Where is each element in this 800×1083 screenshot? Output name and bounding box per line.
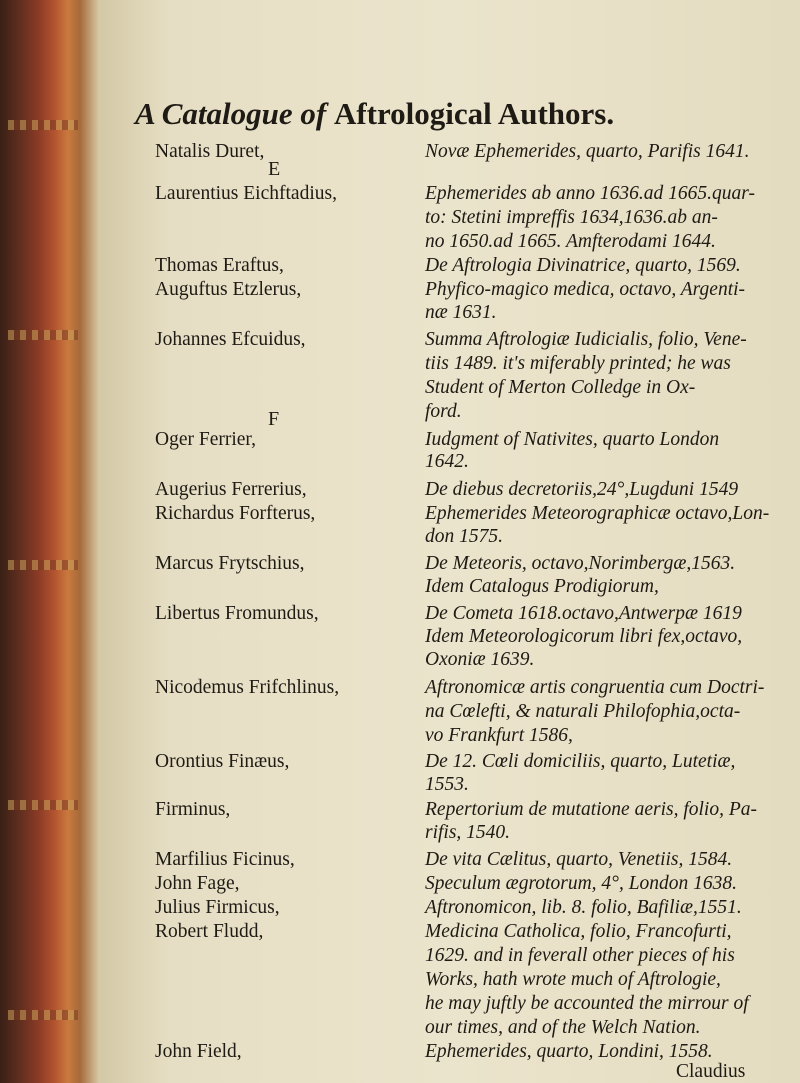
page-title — [135, 96, 755, 132]
entry-work-line: to: Stetini impreffis 1634,1636.ab an- — [425, 207, 718, 228]
entry-work-line: Idem Meteorologicorum libri fex,octavo, — [425, 626, 743, 647]
entry-work-line: Ephemerides, quarto, Londini, 1558. — [425, 1041, 713, 1062]
entry-author: Johannes Efcuidus, — [155, 329, 306, 350]
entry-author: Natalis Duret, — [155, 141, 265, 162]
entry-author: Thomas Eraftus, — [155, 255, 284, 276]
spine-ornament — [8, 560, 78, 570]
entry-work-line: Ephemerides Meteorographicæ octavo,Lon- — [425, 503, 770, 524]
entry-work-line: 1553. — [425, 774, 469, 795]
entry-work-line: tiis 1489. it's miferably printed; he was — [425, 353, 731, 374]
title-italic: A Catalogue of — [135, 96, 327, 131]
entry-author: Oger Ferrier, — [155, 429, 257, 450]
entry-author: Marcus Frytschius, — [155, 553, 305, 574]
entry-work-line: Ephemerides ab anno 1636.ad 1665.quar- — [425, 183, 755, 204]
entry-work-line: our times, and of the Welch Nation. — [425, 1017, 701, 1038]
entry-work-line: Summa Aftrologiæ Iudicialis, folio, Vene- — [425, 329, 747, 350]
entry-work-line: Iudgment of Nativites, quarto London — [425, 429, 720, 450]
entry-work-line: rifis, 1540. — [425, 822, 511, 843]
entry-work-line: næ 1631. — [425, 302, 497, 323]
section-letter-e: E — [268, 158, 281, 180]
entry-work-line: ford. — [425, 401, 462, 422]
entry-work-line: De Cometa 1618.octavo,Antwerpæ 1619 — [425, 603, 742, 624]
entry-work-line: Oxoniæ 1639. — [425, 649, 535, 670]
spine-ornament — [8, 1010, 78, 1020]
entry-work-line: De diebus decretoriis,24°,Lugduni 1549 — [425, 479, 739, 500]
entry-work-line: 1629. and in feverall other pieces of his — [425, 945, 735, 966]
entry-work-line: Repertorium de mutatione aeris, folio, Pa- — [425, 799, 757, 820]
entry-work-line: Speculum ægrotorum, 4°, London 1638. — [425, 873, 738, 894]
entry-work-line: no 1650.ad 1665. Amfterodami 1644. — [425, 231, 716, 252]
spine-ornament — [8, 120, 78, 130]
section-letter-f: F — [268, 408, 280, 430]
entry-work-line: Aftronomicon, lib. 8. folio, Bafiliæ,1551. — [425, 897, 742, 918]
entry-work-line: he may juftly be accounted the mirrour of — [425, 993, 749, 1014]
entry-author: John Field, — [155, 1041, 242, 1062]
entry-work-line: 1642. — [425, 451, 469, 472]
entry-work-line: De 12. Cœli domiciliis, quarto, Lutetiæ, — [425, 751, 736, 772]
entry-work-line: De Meteoris, octavo,Norimbergæ,1563. — [425, 553, 736, 574]
entry-author: Marfilius Ficinus, — [155, 849, 295, 870]
entry-author: Richardus Forfterus, — [155, 503, 316, 524]
entry-work-line: De vita Cælitus, quarto, Venetiis, 1584. — [425, 849, 733, 870]
title-roman: Aftrological Authors. — [333, 96, 615, 131]
catchword: Claudius — [676, 1061, 746, 1082]
entry-author: Firminus, — [155, 799, 231, 820]
entry-work-line: vo Frankfurt 1586, — [425, 725, 573, 746]
spine-ornament — [8, 330, 78, 340]
entry-work-line: Medicina Catholica, folio, Francofurti, — [425, 921, 732, 942]
entry-work-line: De Aftrologia Divinatrice, quarto, 1569. — [425, 255, 741, 276]
entry-author: Laurentius Eichftadius, — [155, 183, 337, 204]
entry-author: Libertus Fromundus, — [155, 603, 319, 624]
entry-author: John Fage, — [155, 873, 240, 894]
entry-author: Auguftus Etzlerus, — [155, 279, 302, 300]
entry-author: Orontius Finæus, — [155, 751, 290, 772]
entry-work-line: don 1575. — [425, 526, 503, 547]
entry-work-line: Works, hath wrote much of Aftrologie, — [425, 969, 721, 990]
book-spine-edge — [0, 0, 100, 1083]
spine-ornament — [8, 800, 78, 810]
entry-work-line: Novæ Ephemerides, quarto, Parifis 1641. — [425, 141, 750, 162]
entry-author: Augerius Ferrerius, — [155, 479, 307, 500]
entry-work-line: Student of Merton Colledge in Ox- — [425, 377, 696, 398]
entry-work-line: Idem Catalogus Prodigiorum, — [425, 576, 659, 597]
entry-author: Robert Fludd, — [155, 921, 264, 942]
entry-work-line: na Cœlefti, & naturali Philofophia,octa- — [425, 701, 741, 722]
entry-author: Nicodemus Frifchlinus, — [155, 677, 340, 698]
entry-work-line: Phyfico-magico medica, octavo, Argenti- — [425, 279, 746, 300]
entry-work-line: Aftronomicæ artis congruentia cum Doctri- — [425, 677, 765, 698]
entry-author: Julius Firmicus, — [155, 897, 280, 918]
